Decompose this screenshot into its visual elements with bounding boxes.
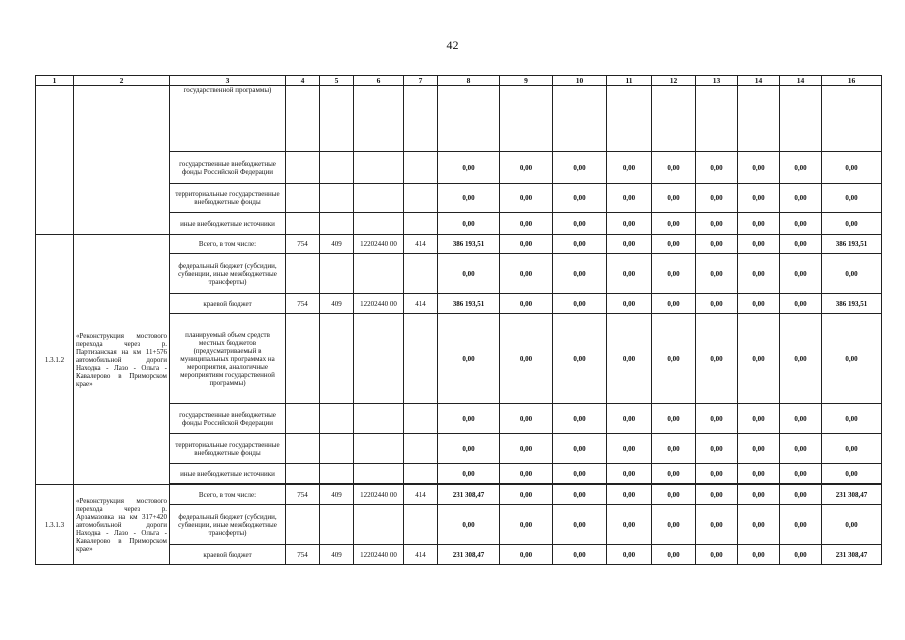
total-value: 386 193,51 xyxy=(438,294,500,314)
value-cell: 0,00 xyxy=(780,404,822,434)
code-rzpr: 409 xyxy=(320,235,354,254)
value-cell: 0,00 xyxy=(652,434,696,464)
value-cell: 0,00 xyxy=(780,485,822,505)
value-cell: 0,00 xyxy=(738,213,780,235)
value-cell: 0,00 xyxy=(652,314,696,404)
value-cell: 0,00 xyxy=(553,184,607,213)
col-header: 5 xyxy=(320,76,354,86)
value-cell: 0,00 xyxy=(738,464,780,484)
value-cell: 0,00 xyxy=(780,314,822,404)
value-cell: 0,00 xyxy=(780,464,822,484)
source-label: государственные внебюджетные фонды Российской Федерации xyxy=(170,404,286,434)
code-vr: 414 xyxy=(404,294,438,314)
col-header: 4 xyxy=(286,76,320,86)
value-cell: 0,00 xyxy=(607,213,652,235)
source-label: государственные внебюджетные фонды Российской Федерации xyxy=(170,152,286,184)
value-cell: 0,00 xyxy=(607,545,652,565)
source-label: Всего, в том числе: xyxy=(170,235,286,254)
value-cell: 0,00 xyxy=(500,434,553,464)
value-cell: 0,00 xyxy=(696,505,738,545)
value-cell: 0,00 xyxy=(438,505,500,545)
col-header: 9 xyxy=(500,76,553,86)
code-vr: 414 xyxy=(404,485,438,505)
value-cell: 0,00 xyxy=(438,184,500,213)
value-cell: 0,00 xyxy=(738,505,780,545)
value-cell: 0,00 xyxy=(738,235,780,254)
value-cell: 0,00 xyxy=(553,404,607,434)
source-label: федеральный бюджет (субсидии, субвенции, иные межбюджетные трансферты) xyxy=(170,254,286,294)
item-name: «Реконструкция мостового перехода через р. Арзамазовка на км 317+420 автомобильной дороги Находка - Лазо - Ольга - Кавалерово в Приморском крае» xyxy=(74,485,170,565)
value-cell: 0,00 xyxy=(607,434,652,464)
value-cell: 0,00 xyxy=(500,404,553,434)
table-row xyxy=(36,485,882,505)
code-rzpr: 409 xyxy=(320,485,354,505)
value-cell: 0,00 xyxy=(822,152,882,184)
value-cell: 0,00 xyxy=(780,213,822,235)
value-cell: 0,00 xyxy=(738,152,780,184)
item-index: 1.3.1.2 xyxy=(36,235,74,485)
value-cell: 0,00 xyxy=(500,464,553,484)
value-cell: 0,00 xyxy=(553,485,607,505)
value-cell: 0,00 xyxy=(500,294,553,314)
code-csr: 12202440 00 xyxy=(354,545,404,565)
value-cell: 0,00 xyxy=(438,213,500,235)
total-value: 386 193,51 xyxy=(822,294,882,314)
value-cell: 0,00 xyxy=(780,505,822,545)
col-header: 14 xyxy=(780,76,822,86)
code-csr: 12202440 00 xyxy=(354,485,404,505)
value-cell: 0,00 xyxy=(696,464,738,484)
value-cell: 0,00 xyxy=(738,314,780,404)
source-label: иные внебюджетные источники xyxy=(170,213,286,235)
value-cell: 0,00 xyxy=(553,152,607,184)
col-header: 16 xyxy=(822,76,882,86)
col-header: 12 xyxy=(652,76,696,86)
value-cell: 0,00 xyxy=(822,184,882,213)
value-cell: 0,00 xyxy=(738,404,780,434)
source-label: государственной программы) xyxy=(170,86,286,152)
value-cell: 0,00 xyxy=(696,152,738,184)
value-cell: 0,00 xyxy=(553,213,607,235)
col-header: 7 xyxy=(404,76,438,86)
value-cell: 0,00 xyxy=(607,485,652,505)
value-cell: 0,00 xyxy=(696,235,738,254)
code-vr: 414 xyxy=(404,545,438,565)
code-grbs: 754 xyxy=(286,485,320,505)
value-cell: 0,00 xyxy=(438,434,500,464)
source-label: иные внебюджетные источники xyxy=(170,464,286,484)
value-cell: 0,00 xyxy=(607,254,652,294)
cell-empty xyxy=(74,86,170,235)
col-header: 13 xyxy=(696,76,738,86)
value-cell: 0,00 xyxy=(607,152,652,184)
value-cell: 0,00 xyxy=(438,404,500,434)
value-cell: 0,00 xyxy=(696,545,738,565)
total-value: 231 308,47 xyxy=(438,485,500,505)
value-cell: 0,00 xyxy=(438,464,500,484)
source-label: территориальные государственные внебюджетные фонды xyxy=(170,434,286,464)
value-cell: 0,00 xyxy=(780,184,822,213)
value-cell: 0,00 xyxy=(607,404,652,434)
value-cell: 0,00 xyxy=(822,254,882,294)
value-cell: 0,00 xyxy=(652,213,696,235)
header-row xyxy=(36,76,882,86)
code-grbs: 754 xyxy=(286,545,320,565)
total-value: 231 308,47 xyxy=(438,545,500,565)
value-cell: 0,00 xyxy=(780,434,822,464)
value-cell: 0,00 xyxy=(780,545,822,565)
source-label: федеральный бюджет (субсидии, субвенции, иные межбюджетные трансферты) xyxy=(170,505,286,545)
table-row xyxy=(36,86,882,152)
col-header: 1 xyxy=(36,76,74,86)
source-label: планируемый объем средств местных бюджетов (предусматриваемый в муниципальных программах на мероприятия, аналогичные мероприятиям государственной программы) xyxy=(170,314,286,404)
col-header: 8 xyxy=(438,76,500,86)
value-cell: 0,00 xyxy=(780,152,822,184)
col-header: 10 xyxy=(553,76,607,86)
value-cell: 0,00 xyxy=(780,254,822,294)
value-cell: 0,00 xyxy=(500,184,553,213)
value-cell: 0,00 xyxy=(553,505,607,545)
value-cell: 0,00 xyxy=(553,294,607,314)
value-cell: 0,00 xyxy=(652,485,696,505)
value-cell: 0,00 xyxy=(553,254,607,294)
code-grbs: 754 xyxy=(286,235,320,254)
col-header: 14 xyxy=(738,76,780,86)
value-cell: 0,00 xyxy=(500,235,553,254)
source-label: краевой бюджет xyxy=(170,294,286,314)
value-cell: 0,00 xyxy=(822,434,882,464)
value-cell: 0,00 xyxy=(500,505,553,545)
code-csr: 12202440 00 xyxy=(354,294,404,314)
value-cell: 0,00 xyxy=(607,294,652,314)
value-cell: 0,00 xyxy=(822,404,882,434)
value-cell: 0,00 xyxy=(607,464,652,484)
value-cell: 0,00 xyxy=(652,294,696,314)
code-csr: 12202440 00 xyxy=(354,235,404,254)
source-label: Всего, в том числе: xyxy=(170,485,286,505)
value-cell: 0,00 xyxy=(607,184,652,213)
value-cell: 0,00 xyxy=(738,254,780,294)
value-cell: 0,00 xyxy=(500,545,553,565)
value-cell: 0,00 xyxy=(652,184,696,213)
col-header: 2 xyxy=(74,76,170,86)
code-rzpr: 409 xyxy=(320,545,354,565)
value-cell: 0,00 xyxy=(553,464,607,484)
value-cell: 0,00 xyxy=(500,254,553,294)
value-cell: 0,00 xyxy=(738,545,780,565)
value-cell: 0,00 xyxy=(438,254,500,294)
total-value: 386 193,51 xyxy=(822,235,882,254)
value-cell: 0,00 xyxy=(696,404,738,434)
value-cell: 0,00 xyxy=(780,235,822,254)
cell-empty xyxy=(36,86,74,235)
value-cell: 0,00 xyxy=(696,213,738,235)
value-cell: 0,00 xyxy=(696,184,738,213)
value-cell: 0,00 xyxy=(652,404,696,434)
value-cell: 0,00 xyxy=(738,485,780,505)
value-cell: 0,00 xyxy=(652,505,696,545)
value-cell: 0,00 xyxy=(696,254,738,294)
value-cell: 0,00 xyxy=(780,294,822,314)
total-value: 386 193,51 xyxy=(438,235,500,254)
value-cell: 0,00 xyxy=(822,314,882,404)
value-cell: 0,00 xyxy=(500,213,553,235)
value-cell: 0,00 xyxy=(652,545,696,565)
value-cell: 0,00 xyxy=(738,184,780,213)
value-cell: 0,00 xyxy=(696,485,738,505)
total-value: 231 308,47 xyxy=(822,545,882,565)
value-cell: 0,00 xyxy=(696,294,738,314)
col-header: 11 xyxy=(607,76,652,86)
value-cell: 0,00 xyxy=(696,314,738,404)
table-row xyxy=(36,235,882,254)
value-cell: 0,00 xyxy=(553,545,607,565)
value-cell: 0,00 xyxy=(738,294,780,314)
source-label: территориальные государственные внебюджетные фонды xyxy=(170,184,286,213)
value-cell: 0,00 xyxy=(822,505,882,545)
value-cell: 0,00 xyxy=(553,434,607,464)
value-cell: 0,00 xyxy=(652,235,696,254)
value-cell: 0,00 xyxy=(553,235,607,254)
code-rzpr: 409 xyxy=(320,294,354,314)
value-cell: 0,00 xyxy=(738,434,780,464)
code-vr: 414 xyxy=(404,235,438,254)
value-cell: 0,00 xyxy=(607,505,652,545)
value-cell: 0,00 xyxy=(500,314,553,404)
budget-table xyxy=(35,75,882,565)
value-cell: 0,00 xyxy=(553,314,607,404)
item-index: 1.3.1.3 xyxy=(36,485,74,565)
value-cell: 0,00 xyxy=(652,254,696,294)
value-cell: 0,00 xyxy=(652,464,696,484)
value-cell: 0,00 xyxy=(500,152,553,184)
value-cell: 0,00 xyxy=(438,152,500,184)
value-cell: 0,00 xyxy=(438,314,500,404)
value-cell: 0,00 xyxy=(607,314,652,404)
col-header: 6 xyxy=(354,76,404,86)
total-value: 231 308,47 xyxy=(822,485,882,505)
code-grbs: 754 xyxy=(286,294,320,314)
value-cell: 0,00 xyxy=(822,464,882,484)
value-cell: 0,00 xyxy=(696,434,738,464)
value-cell: 0,00 xyxy=(500,485,553,505)
page-number: 42 xyxy=(446,38,459,52)
value-cell: 0,00 xyxy=(652,152,696,184)
value-cell: 0,00 xyxy=(822,213,882,235)
col-header: 3 xyxy=(170,76,286,86)
source-label: краевой бюджет xyxy=(170,545,286,565)
item-name: «Реконструкция мостового перехода через р. Партизанская на км 11+576 автомобильной дороги Находка - Лазо - Ольга - Кавалерово в Приморском крае» xyxy=(74,235,170,485)
value-cell: 0,00 xyxy=(607,235,652,254)
